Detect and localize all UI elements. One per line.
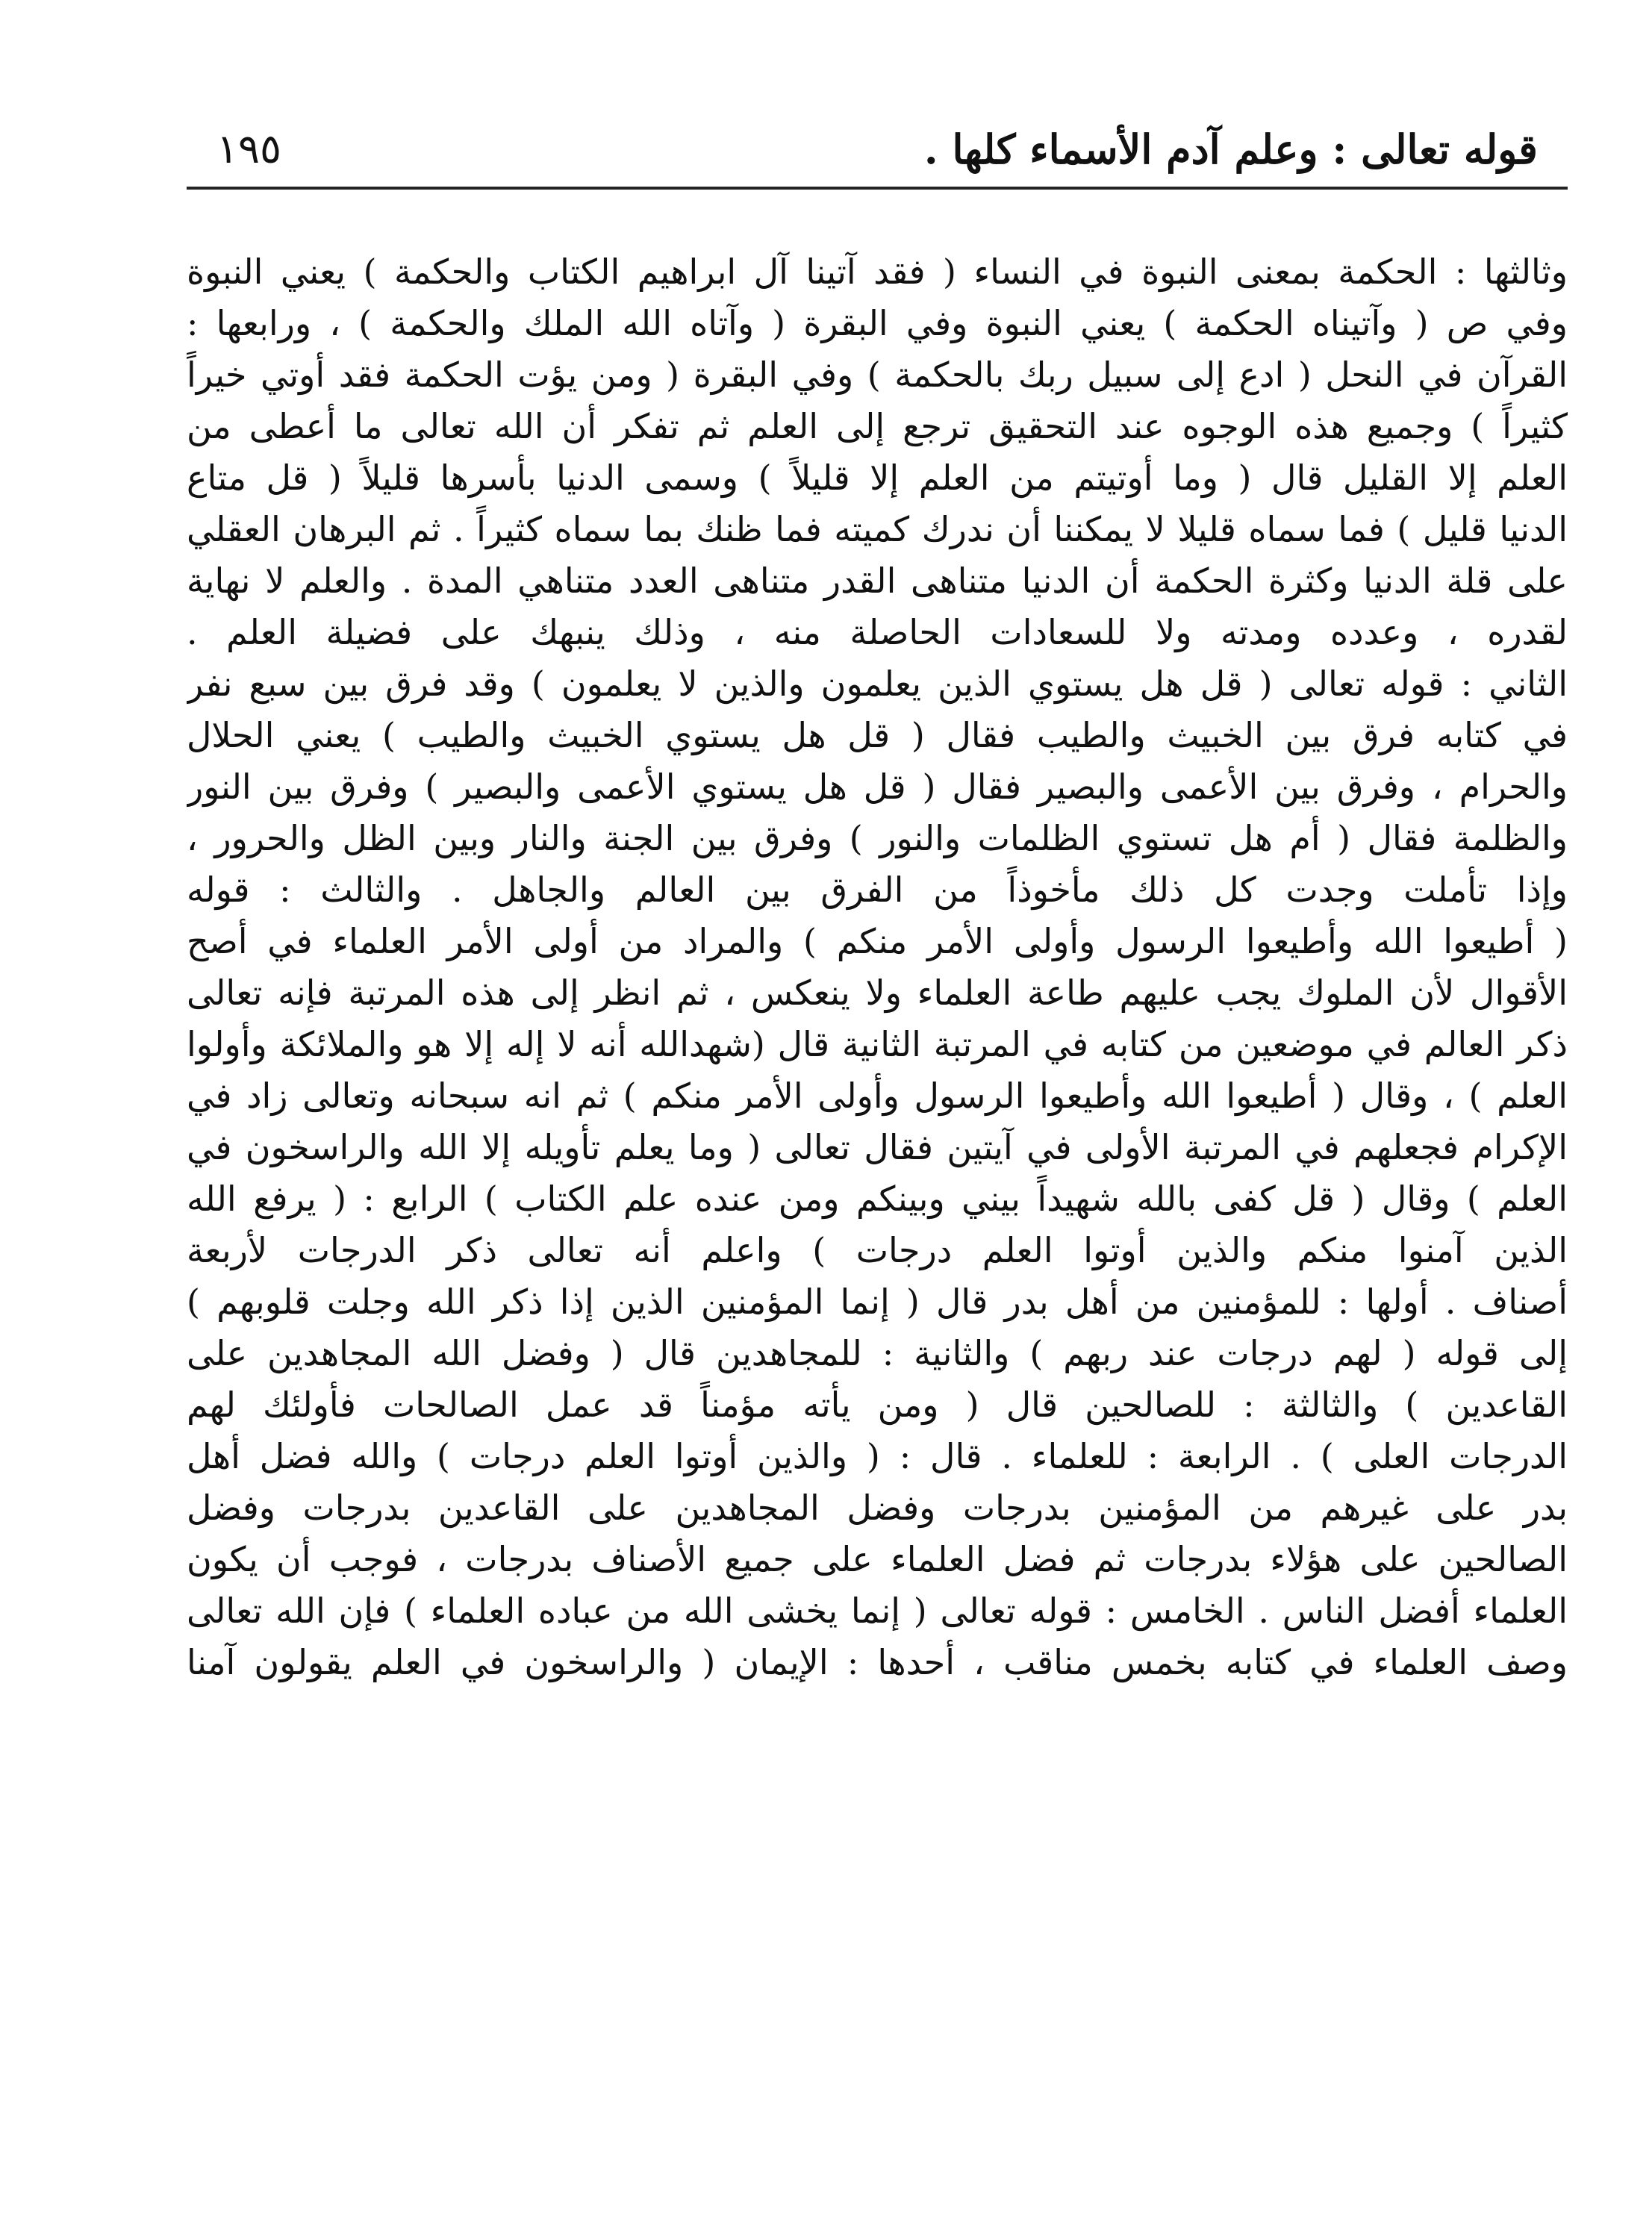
text-line: والظلمة فقال ( أم هل تستوي الظلمات والنور ) وفرق بين الجنة والنار وبين الظل والحرور ،	[187, 818, 1568, 858]
running-title: قوله تعالى : وعلم آدم الأسماء كلها .	[923, 125, 1538, 173]
text-line: الأقوال لأن الملوك يجب عليهم طاعة العلماء ولا ينعكس ، ثم انظر إلى هذه المرتبة فإنه تعالى	[187, 973, 1568, 1013]
text-line: وصف العلماء في كتابه بخمس مناقب ، أحدها : الإيمان ( والراسخون في العلم يقولون آمنا	[187, 1642, 1568, 1682]
page-number: ١٩٥	[216, 125, 282, 172]
text-line: إلى قوله ( لهم درجات عند ربهم ) والثانية : للمجاهدين قال ( وفضل الله المجاهدين على	[187, 1333, 1568, 1373]
text-line: في كتابه فرق بين الخبيث والطيب فقال ( قل هل يستوي الخبيث والطيب ) يعني الحلال	[187, 715, 1568, 755]
text-line: العلم إلا القليل قال ( وما أوتيتم من العلم إلا قليلاً ) وسمى الدنيا بأسرها قليلاً ( قل متاع	[187, 458, 1568, 498]
text-line: وفي ص ( وآتيناه الحكمة ) يعني النبوة وفي البقرة ( وآتاه الله الملك والحكمة ) ، ورابعها :	[187, 303, 1568, 343]
text-line: القاعدين ) والثالثة : للصالحين قال ( ومن يأته مؤمناً قد عمل الصالحات فأولئك لهم	[187, 1385, 1568, 1425]
text-line: والحرام ، وفرق بين الأعمى والبصير فقال ( قل هل يستوي الأعمى والبصير ) وفرق بين النور	[187, 767, 1568, 807]
text-line: ذكر العالم في موضعين من كتابه في المرتبة الثانية قال (شهدالله أنه لا إله إلا هو والملائكة وأولوا	[187, 1024, 1568, 1064]
page-header	[187, 112, 1568, 187]
text-line: الثاني : قوله تعالى ( قل هل يستوي الذين يعلمون والذين لا يعلمون ) وقد فرق بين سبع نفر	[187, 664, 1568, 704]
text-line: العلم ) ، وقال ( أطيعوا الله وأطيعوا الرسول وأولى الأمر منكم ) ثم انه سبحانه وتعالى زاد في	[187, 1076, 1568, 1116]
text-line: الإكرام فجعلهم في المرتبة الأولى في آيتين فقال تعالى ( وما يعلم تأويله إلا الله والراسخون في	[187, 1127, 1568, 1167]
text-line: كثيراً ) وجميع هذه الوجوه عند التحقيق ترجع إلى العلم ثم تفكر أن الله تعالى ما أعطى من	[187, 406, 1568, 446]
text-line: العلماء أفضل الناس . الخامس : قوله تعالى ( إنما يخشى الله من عباده العلماء ) فإن الله تعالى	[187, 1591, 1568, 1631]
text-line: بدر على غيرهم من المؤمنين بدرجات وفضل المجاهدين على القاعدين بدرجات وفضل	[187, 1488, 1568, 1528]
text-line: وثالثها : الحكمة بمعنى النبوة في النساء ( فقد آتينا آل ابراهيم الكتاب والحكمة ) يعني النبوة	[187, 252, 1568, 292]
header-divider	[187, 187, 1568, 190]
text-line: العلم ) وقال ( قل كفى بالله شهيداً بيني وبينكم ومن عنده علم الكتاب ) الرابع : ( يرفع الله	[187, 1179, 1568, 1219]
text-line: لقدره ، وعدده ومدته ولا للسعادات الحاصلة منه ، وذلك ينبهك على فضيلة العلم .	[187, 612, 1568, 652]
text-line: الصالحين على هؤلاء بدرجات ثم فضل العلماء على جميع الأصناف بدرجات ، فوجب أن يكون	[187, 1539, 1568, 1579]
body-text	[187, 246, 1568, 1688]
text-line: ( أطيعوا الله وأطيعوا الرسول وأولى الأمر منكم ) والمراد من أولى الأمر العلماء في أصح	[187, 921, 1568, 961]
text-line: الذين آمنوا منكم والذين أوتوا العلم درجات ) واعلم أنه تعالى ذكر الدرجات لأربعة	[187, 1230, 1568, 1270]
text-line: الدنيا قليل ) فما سماه قليلا لا يمكننا أن ندرك كميته فما ظنك بما سماه كثيراً . ثم البرهان العقلي	[187, 509, 1568, 549]
text-line: أصناف . أولها : للمؤمنين من أهل بدر قال ( إنما المؤمنين الذين إذا ذكر الله وجلت قلوبهم )	[187, 1282, 1568, 1322]
text-line: على قلة الدنيا وكثرة الحكمة أن الدنيا متناهى القدر متناهى العدد متناهي المدة . والعلم لا نهاية	[187, 561, 1568, 601]
text-line: القرآن في النحل ( ادع إلى سبيل ربك بالحكمة ) وفي البقرة ( ومن يؤت الحكمة فقد أوتي خيراً	[187, 355, 1568, 395]
text-line: وإذا تأملت وجدت كل ذلك مأخوذاً من الفرق بين العالم والجاهل . والثالث : قوله	[187, 870, 1568, 910]
text-line: الدرجات العلى ) . الرابعة : للعلماء . قال : ( والذين أوتوا العلم درجات ) والله فضل أهل	[187, 1436, 1568, 1476]
